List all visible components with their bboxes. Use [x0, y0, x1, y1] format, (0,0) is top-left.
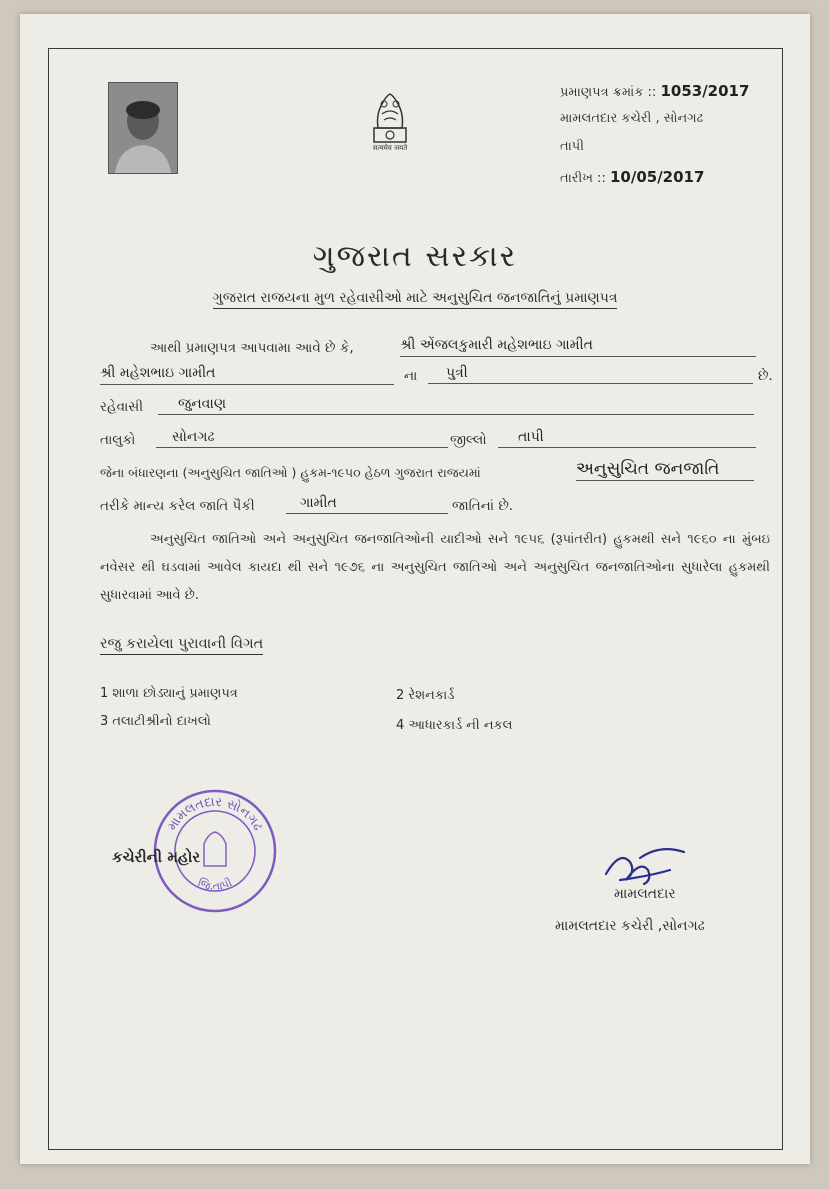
district-value: તાપી: [498, 428, 756, 448]
applicant-name: શ્રી એંજલકુમારી મહેશભાઇ ગામીત: [400, 336, 756, 357]
evidence-title: રજુ કરાયેલા પુરાવાની વિગત: [100, 636, 263, 655]
seal-ring-top: મામલતદાર સોનગઢ: [164, 794, 266, 834]
residence-label: રહેવાસી: [100, 399, 144, 415]
seal-caption: કચેરીની મહોર: [112, 848, 201, 866]
intro-text: આથી પ્રમાણપત્ર આપવામા આવે છે કે,: [150, 340, 354, 356]
evidence-item: 1 શાળા છોડ્યાનું પ્રમાણપત્ર: [100, 686, 238, 701]
of-label: ના: [404, 368, 418, 384]
district-label: જીલ્લો: [450, 432, 487, 448]
is-label: છે.: [758, 368, 773, 384]
emblem-motto: सत्यमेव जयते: [372, 144, 408, 152]
issuing-office: મામલતદાર કચેરી , સોનગઢ: [560, 111, 704, 126]
signatory-office: મામલતદાર કચેરી ,સોનગઢ: [555, 918, 705, 934]
certificate-number: [560, 82, 749, 100]
caste-value: ગામીત: [286, 494, 448, 514]
signature-icon: [600, 840, 690, 890]
legal-paragraph: અનુસુચિત જાતિઓ અને અનુસુચિત જનજાતિઓની યાદીઓ સને ૧૯૫૬ (રૂપાંતરીત) હુકમથી સને ૧૯૬૦ ના મુંબઇ નવેસર થી ઘડવામાં આવેલ કાયદા થી સને ૧૯૭૬ ના અનુસુચિત જાતિઓ અને અનુસુચિત જનજાતિઓના સુધારેલા હુકમથી સુધારવામાં આવે છે.: [100, 532, 770, 603]
issue-date-label: તારીખ ::: [560, 171, 606, 186]
issuing-district: તાપી: [560, 139, 584, 154]
relation: પુત્રી: [428, 364, 753, 384]
caste-suffix: જાતિનાં છે.: [452, 498, 514, 514]
certificate-subtitle: ગુજરાત રાજયના મુળ રહેવાસીઓ માટે અનુસુચિત જનજાતિનું પ્રમાણપત્ર: [20, 290, 810, 306]
svg-text:મામલતદાર સોનગઢ: [165, 795, 265, 834]
certificate-number-value: 1053/2017: [660, 82, 750, 100]
evidence-item: 3 તલાટીશ્રીનો દાખલો: [100, 714, 211, 729]
signatory-title: મામલતદાર: [614, 886, 676, 902]
svg-text:જિ.તાપી: [196, 876, 234, 893]
evidence-item: 2 રેશનકાર્ડ: [396, 688, 455, 703]
issue-date: [560, 168, 704, 186]
taluka-label: તાલુકો: [100, 432, 136, 448]
recognized-label: તરીકે માન્ય કરેલ જાતિ પૈકી: [100, 498, 255, 514]
residence-value: જુનવાણ: [158, 395, 754, 415]
father-name: શ્રી મહેશભાઇ ગામીત: [100, 364, 394, 385]
certificate-page: [20, 14, 810, 1164]
taluka-value: સોનગઢ: [156, 428, 448, 448]
issue-date-value: 10/05/2017: [609, 168, 705, 186]
category-value: અનુસુચિત જનજાતિ: [576, 460, 754, 481]
seal-ring-bottom: જિ.તાપી: [196, 876, 234, 893]
certificate-title: ગુજરાત સરકાર: [312, 239, 518, 274]
certificate-number-label: પ્રમાણપત્ર ક્રમાંક ::: [560, 85, 657, 100]
evidence-item: 4 આધારકાર્ડ ની નકલ: [396, 718, 513, 733]
applicant-photo: [108, 82, 178, 174]
order-text: જેના બંધારણના (અનુસુચિત જાતિઓ ) હુકમ-૧૯૫૦ હેઠળ ગુજરાત રાજયમાં: [100, 465, 481, 480]
